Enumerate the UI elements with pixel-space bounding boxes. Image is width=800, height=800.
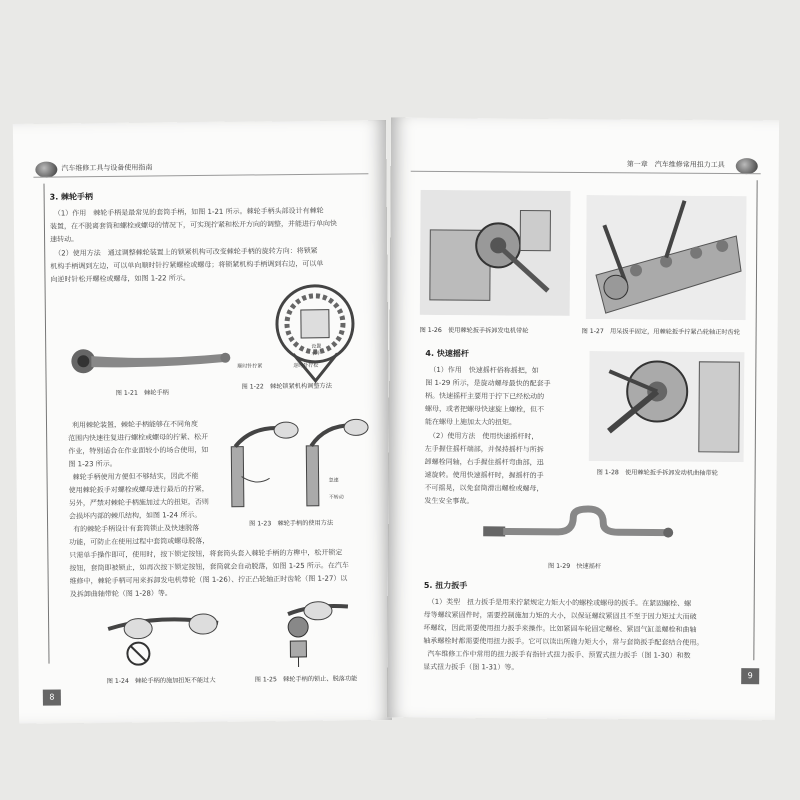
figure-caption: 图 1-27 用呆扳手固定，用棘轮扳手拧紧凸轮轴正时齿轮 [581,327,740,337]
header-rule [33,173,368,178]
figure-caption: 图 1-24 棘轮手柄的施加扭矩不能过大 [106,676,216,686]
paragraph-line: 发生安全事故。 [424,496,474,506]
figure-caption: 图 1-23 棘轮手柄的使用方法 [249,519,334,528]
left-page [13,120,392,724]
paragraph-line: （1）作用 快速摇杆俗称摇把，如 [429,365,539,375]
paragraph-line: 坏螺纹，因此需要使用扭力扳手来操作。比如紧固车轮固定螺栓、紧固气缸盖螺栓和曲轴 [423,623,697,634]
paragraph-line: 只需单手操作即可，使用时，按下锁定按钮，将套筒头套入棘轮手柄的方榫中，松开锁定 [69,548,343,560]
section-title-torque-wrench: 5. 扭力扳手 [423,580,468,591]
paragraph-line: 作业，特别适合在作业面较小的场合使用，如 [68,445,209,456]
figure-caption: 图 1-29 快速摇杆 [547,562,602,571]
page-number: 9 [741,668,759,684]
paragraph-line: 会损坏内部的棘爪结构，如图 1-24 所示。 [68,511,202,521]
paragraph-line: 母等螺纹紧固件时，需要控制施加力矩的大小，以保证螺纹紧固且不至于因力矩过大而破 [423,610,697,621]
section-title-speed-handle: 4. 快速摇杆 [425,348,469,359]
figure-caption: 图 1-28 使用棘轮扳手拆卸发动机曲轴带轮 [596,469,718,477]
fig23-label: 忽速 [328,477,339,484]
paragraph-line: 装置，在不脱离套筒和螺栓或螺母的情况下，可实现拧紧和松开方向的调整，并能进行单向快 [49,219,337,231]
paragraph-line: 速转动。 [50,235,79,244]
paragraph-line: （1）类型 扭力扳手是用来拧紧规定力矩大小的螺栓或螺母的扳手。在紧固螺栓、螺 [427,597,692,608]
paragraph-line: 不可摇晃，以免套筒滑出螺栓或螺母， [424,483,544,493]
speed-handle-figure [478,504,678,555]
paragraph-line: 及拆卸曲轴带轮（图 1-28）等。 [69,589,172,599]
fig22-label: 水平 [311,350,322,357]
figure-caption: 图 1-25 棘轮手柄的锁止、脱落功能 [254,675,358,684]
fig22-label: 设置 [311,343,322,350]
paragraph-line: 棘轮手柄使用方便但不够结实，因此不能 [72,472,199,482]
paragraph-line: 向逆时针松开螺栓或螺母，如图 1-22 所示。 [50,274,190,284]
paragraph-line: 有的棘轮手柄设计有套筒锁止及快速脱落 [73,524,200,534]
paragraph-line: 轴承螺栓时都需要使用扭力扳手。它可以读出所施力矩大小，常与套筒扳手配套结合使用。 [423,636,704,647]
fig23-label: 不转动 [328,494,344,501]
margin-rule [43,184,49,664]
section-title-ratchet: 3. 棘轮手柄 [49,192,94,202]
ratchet-mechanism-figure [272,275,363,386]
book-logo-icon [35,162,57,178]
crankshaft-pulley-figure [589,351,745,462]
paragraph-line: 维修中，棘轮手柄可用来拆卸发电机带轮（图 1-26）、拧正凸轮轴正时齿轮（图 1-27）以 [69,574,348,586]
fig22-label: 顺时针拧紧 [237,363,263,370]
right-page [387,118,779,721]
paragraph-line: 螺母，或者把螺母快速旋上螺栓，但不 [425,404,545,414]
alternator-pulley-figure [420,190,571,316]
paragraph-line: 机构手柄调到左边，可以单向顺时针拧紧螺栓或螺母；将锁紧机构手柄调到右边，可以单 [50,259,324,271]
paragraph-line: 能在螺母上施加太大的扭矩。 [424,417,517,427]
paragraph-line: 图 1-29 所示，是旋动螺母最快的配套手 [425,378,551,388]
paragraph-line: 显式扭力扳手（图 1-31）等。 [423,662,519,672]
ratchet-usage-figure [221,415,372,512]
paragraph-line: （2）使用方法 使用快速摇杆时， [428,431,539,441]
paragraph-line: 利用棘轮装置，棘轮手柄能够在不同角度 [71,420,199,430]
ratchet-handle-figure [65,340,235,382]
book-logo-icon [736,158,758,174]
margin-rule [753,180,757,660]
paragraph-line: 另外，严禁对棘轮手柄施加过大的扭矩，否则 [68,497,209,508]
paragraph-line: 使用棘轮扳手对螺栓或螺母进行最后的拧紧， [68,484,209,495]
paragraph-line: 汽车维修工作中常用的扭力扳手有指针式扭力扳手、预置式扭力扳手（图 1-30）和数 [427,649,691,660]
camshaft-gear-figure [586,195,747,320]
paragraph-line: 柄。快速摇杆主要用于拧下已经松动的 [425,391,545,401]
paragraph-line: 图 1-23 所示。 [68,459,117,469]
over-torque-figure [98,608,239,674]
paragraph-line: 功能，可防止在使用过程中套筒或螺母脱落， [69,536,210,547]
paragraph-line: 左手握住摇杆端部，并保持摇杆与所拆 [424,444,544,454]
figure-caption: 图 1-21 棘轮手柄 [115,389,169,397]
fig22-label: 逆时针拧松 [293,362,319,370]
lock-release-figure [268,598,359,669]
paragraph-line: （2）使用方法 通过调整棘轮装置上的锁紧机构可改变棘轮手柄的旋转方向：将锁紧 [54,246,318,258]
paragraph-line: 按钮，套筒即被锁止，如再次按下锁定按钮，套筒就会自动脱落，如图 1-25 所示。在汽车 [69,561,349,573]
figure-caption: 图 1-26 使用棘轮扳手拆卸发电机带轮 [419,326,529,335]
paragraph-line: 范围内快速往复进行螺栓或螺母的拧紧、松开 [68,432,209,443]
paragraph-line: （1）作用 棘轮手柄是最常见的套筒手柄，如图 1-21 所示。棘轮手柄头部设计有棘轮 [53,206,324,218]
right-header: 第一章 汽车维修常用扭力工具 [626,160,725,169]
paragraph-line: 速旋转。使用快速摇杆时，握摇杆的手 [424,470,544,480]
header-rule [411,171,761,174]
figure-caption: 图 1-22 棘轮锁紧机构调整方法 [241,382,332,391]
page-number: 8 [43,689,61,705]
left-header: 汽车维修工具与设备使用指南 [61,163,153,173]
paragraph-line: 卸螺栓同轴，右手握住摇杆弯曲部，迅 [424,457,544,467]
